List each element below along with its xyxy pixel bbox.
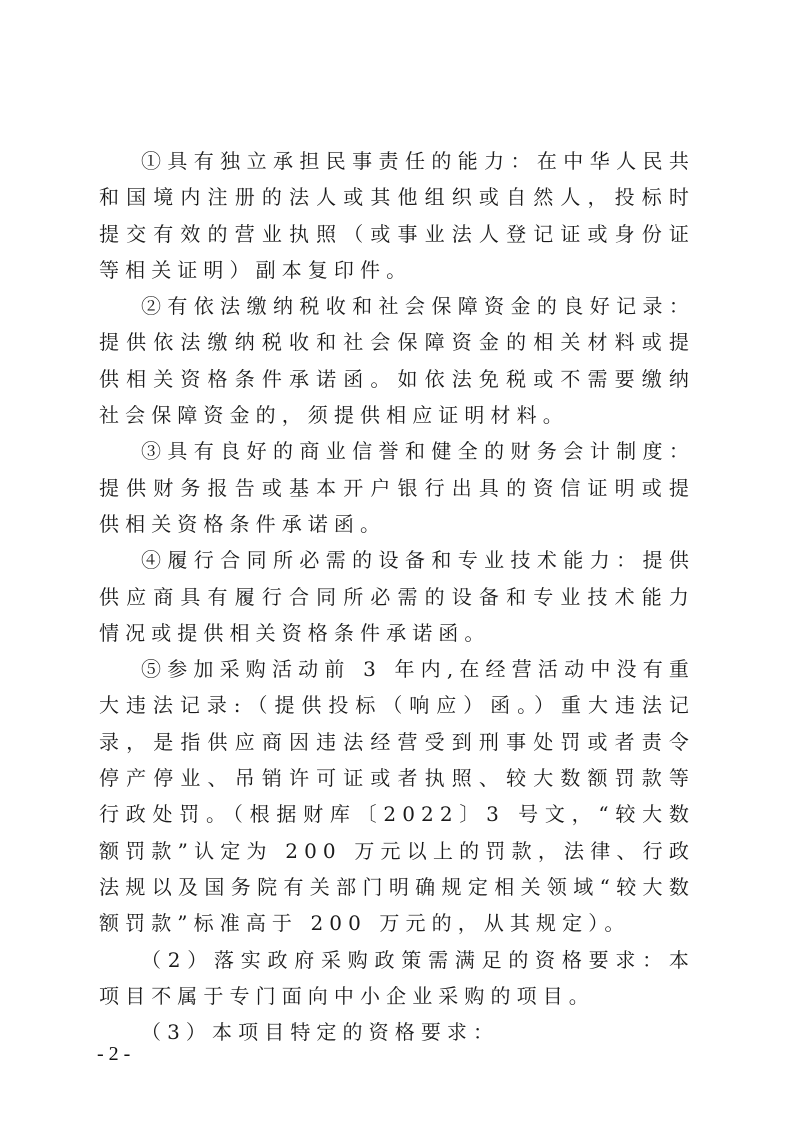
specific-requirements-section: （3）本项目特定的资格要求：	[141, 1020, 500, 1045]
qualification-item-4: ④履行合同所必需的设备和专业技术能力：提供供应商具有履行合同所必需的设备和专业技术能力情况或提供相关资格条件承诺函。	[99, 548, 695, 645]
qualification-item-5: ⑤参加采购活动前 3 年内,在经营活动中没有重大违法记录:（提供投标（响应）函。）重大违法记录，是指供应商因违法经营受到刑事处罚或者责令停产停业、吊销许可证或者执照、较大数额罚款等行政处罚。（根据财库〔2022〕3 号文，“较大数额罚款”认定为 200 万元以上的罚款，法律、行政法规以及国务院有关部门明确规定相关领域“较大数额罚款”标准高于 200 万元的，从其规定）。	[99, 657, 695, 936]
qualification-item-2: ②有依法缴纳税收和社会保障资金的良好记录：提供依法缴纳税收和社会保障资金的相关材料或提供相关资格条件承诺函。如依法免税或不需要缴纳社会保障资金的，须提供相应证明材料。	[99, 294, 695, 428]
policy-requirements-section: （2）落实政府采购政策需满足的资格要求：本项目不属于专门面向中小企业采购的项目。	[99, 947, 695, 1008]
qualification-item-1: ①具有独立承担民事责任的能力：在中华人民共和国境内注册的法人或其他组织或自然人，投标时提交有效的营业执照（或事业法人登记证或身份证等相关证明）副本复印件。	[99, 149, 695, 282]
qualification-item-3: ③具有良好的商业信誉和健全的财务会计制度：提供财务报告或基本开户银行出具的资信证明或提供相关资格条件承诺函。	[99, 439, 695, 536]
document-body	[99, 143, 695, 1050]
page-number: - 2 -	[97, 1043, 131, 1065]
